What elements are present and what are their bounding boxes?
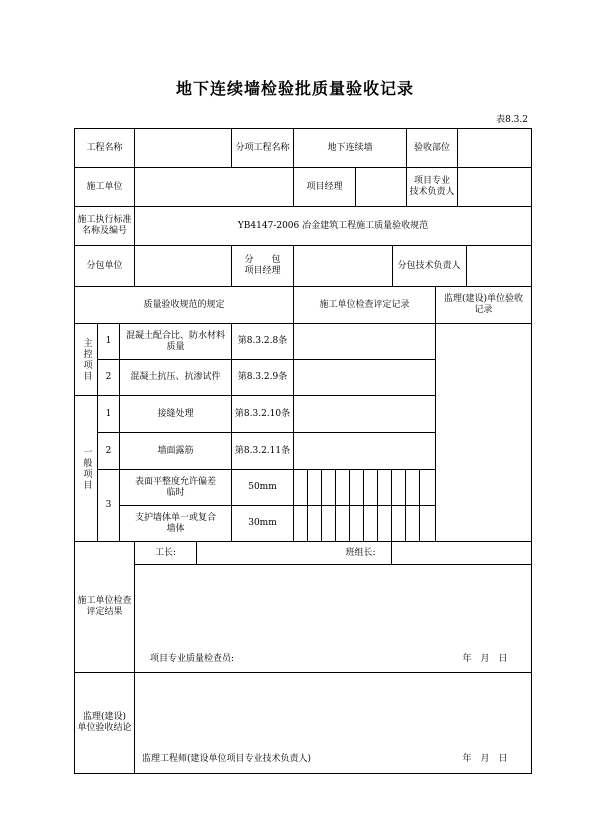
tolerance-item-value: 50mm xyxy=(248,482,277,492)
standard-label: 施工执行标准 名称及编号 xyxy=(77,215,132,236)
grid-line xyxy=(531,128,532,774)
foreman-label: 工长: xyxy=(154,547,177,558)
tolerance-item-name: 支护墙体单一或复合 墙体 xyxy=(134,512,216,534)
subitem-name-value: 地下连续墙 xyxy=(327,142,373,153)
grid-line xyxy=(391,469,392,542)
general-item-name: 接缝处理 xyxy=(157,408,194,419)
grid-line xyxy=(134,541,135,774)
main-item-no: 2 xyxy=(105,372,112,382)
grid-line xyxy=(307,469,308,542)
conclusion-date: 年 月 日 xyxy=(462,753,508,764)
grid-line xyxy=(134,245,135,287)
engineer-label: 监理工程师(建设单位项目专业技术负责人) xyxy=(142,753,312,764)
main-item-clause: 第8.3.2.9条 xyxy=(237,372,288,382)
grid-line xyxy=(457,128,458,168)
grid-line xyxy=(335,469,336,542)
grid-line xyxy=(293,245,294,287)
general-item-clause: 第8.3.2.11条 xyxy=(234,445,291,456)
tolerance-item-name: 表面平整度允许偏差 临时 xyxy=(134,476,216,498)
grid-line xyxy=(134,564,532,565)
supervise-header: 监理(建设)单位验收 记录 xyxy=(443,294,524,315)
grid-line xyxy=(363,469,364,542)
page-title: 地下连续墙检验批质量验收记录 xyxy=(175,79,414,98)
general-item-no: 2 xyxy=(105,445,112,456)
main-item-no: 1 xyxy=(105,336,112,346)
grid-line xyxy=(391,541,392,565)
project-name-value[interactable] xyxy=(135,129,231,167)
inspector-label: 项目专业质量检查员: xyxy=(150,653,235,664)
main-item-name: 混凝土配合比、防水材料 质量 xyxy=(125,330,225,352)
tech-leader-label: 项目专业 技术负责人 xyxy=(409,176,455,197)
sub-unit-label: 分包单位 xyxy=(86,260,123,271)
grid-line xyxy=(321,469,322,542)
grid-line xyxy=(435,323,436,542)
general-item-no: 3 xyxy=(105,500,112,510)
project-manager-label: 项目经理 xyxy=(306,181,343,192)
grid-line xyxy=(74,672,532,673)
grid-line xyxy=(74,773,532,774)
grid-line xyxy=(349,469,350,542)
grid-line xyxy=(134,167,135,207)
project-name-label: 工程名称 xyxy=(86,142,123,153)
check-header: 施工单位检查评定记录 xyxy=(319,299,410,310)
main-item-clause: 第8.3.2.8条 xyxy=(237,336,288,346)
conclusion-label: 监理(建设) 单位验收结论 xyxy=(77,712,132,733)
result-label: 施工单位检查 评定结果 xyxy=(77,596,132,617)
sub-tech-label: 分包技术负责人 xyxy=(397,260,461,271)
construction-unit-label: 施工单位 xyxy=(86,181,123,192)
team-leader-label: 班组长: xyxy=(345,547,376,558)
grid-line xyxy=(377,469,378,542)
result-date: 年 月 日 xyxy=(462,653,508,664)
spec-header: 质量验收规范的规定 xyxy=(143,299,225,310)
accept-part-label: 验收部位 xyxy=(413,142,450,153)
sub-manager-label: 分 包 项目经理 xyxy=(244,255,281,276)
grid-line xyxy=(405,469,406,542)
main-items-group-label: 主控项目 xyxy=(81,337,92,382)
subitem-name-label: 分项工程名称 xyxy=(235,142,290,153)
grid-line xyxy=(419,469,420,542)
grid-line xyxy=(196,541,197,565)
grid-line xyxy=(355,167,356,207)
grid-line xyxy=(466,245,467,287)
general-items-group-label: 一般项目 xyxy=(81,446,92,491)
general-item-name: 墙面露筋 xyxy=(157,445,194,456)
general-item-no: 1 xyxy=(105,408,112,419)
table-number: 表8.3.2 xyxy=(496,115,528,125)
grid-line xyxy=(457,167,458,207)
tolerance-item-value: 30mm xyxy=(248,518,277,528)
main-item-name: 混凝土抗压、抗渗试件 xyxy=(130,372,221,382)
standard-value: YB4147-2006 冶金建筑工程施工质量验收规范 xyxy=(237,220,429,231)
general-item-clause: 第8.3.2.10条 xyxy=(234,408,291,419)
grid-line xyxy=(293,323,294,542)
